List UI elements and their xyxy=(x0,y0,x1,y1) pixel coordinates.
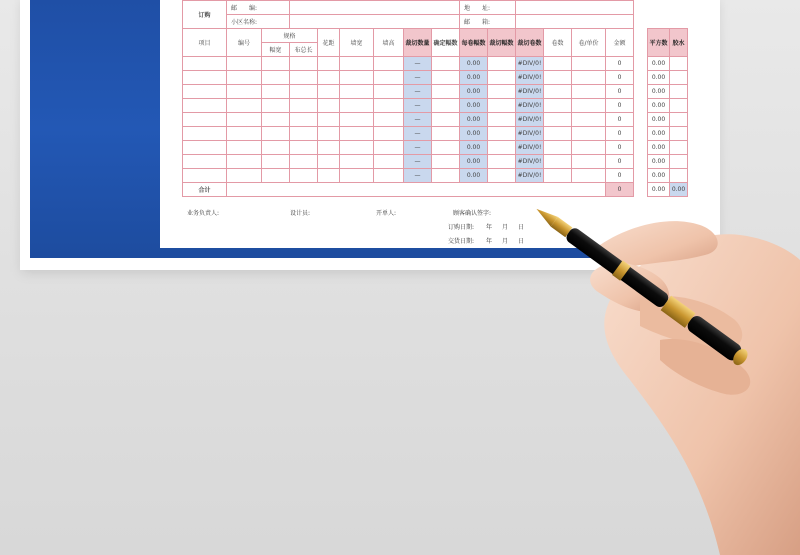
each-roll-cell[interactable]: 0.00 xyxy=(460,141,488,155)
address-label: 地 址: xyxy=(460,1,516,15)
col-header-wall-height: 墙高 xyxy=(374,29,404,57)
square-meters-cell[interactable]: 0.00 xyxy=(648,169,670,183)
roll-count-cell[interactable]: #DIV/0! xyxy=(516,71,544,85)
square-meters-cell[interactable]: 0.00 xyxy=(648,141,670,155)
total-square-meters: 0.00 xyxy=(648,183,670,197)
col-header-wall-width: 墙宽 xyxy=(340,29,374,57)
roll-count-cell[interactable]: #DIV/0! xyxy=(516,155,544,169)
col-header-square-meters: 平方数 xyxy=(648,29,670,57)
count-pieces-cell[interactable]: — xyxy=(404,155,432,169)
each-roll-cell[interactable]: 0.00 xyxy=(460,155,488,169)
roll-count-cell[interactable]: #DIV/0! xyxy=(516,127,544,141)
each-roll-cell[interactable]: 0.00 xyxy=(460,127,488,141)
order-date-day: 日 xyxy=(518,224,525,231)
community-label: 小区名称: xyxy=(227,15,290,29)
col-header-count-pieces: 裁切数量 xyxy=(404,29,432,57)
square-meters-cell[interactable]: 0.00 xyxy=(648,127,670,141)
email-label: 邮 箱: xyxy=(460,15,516,29)
count-pieces-cell[interactable]: — xyxy=(404,141,432,155)
order-date-label: 订购日期: xyxy=(448,224,475,231)
delivery-date-label: 交货日期: xyxy=(448,238,475,245)
square-meters-cell[interactable]: 0.00 xyxy=(648,155,670,169)
count-pieces-cell[interactable]: — xyxy=(404,57,432,71)
count-pieces-cell[interactable]: — xyxy=(404,113,432,127)
col-header-piece-count: 裁切幅数 xyxy=(488,29,516,57)
amount-cell[interactable]: 0 xyxy=(606,155,634,169)
col-header-roll-count: 裁切卷数 xyxy=(516,29,544,57)
amount-cell[interactable]: 0 xyxy=(606,127,634,141)
amount-cell[interactable]: 0 xyxy=(606,99,634,113)
square-meters-cell[interactable]: 0.00 xyxy=(648,99,670,113)
square-meters-cell[interactable]: 0.00 xyxy=(648,85,670,99)
delivery-date-year: 年 xyxy=(486,238,493,245)
each-roll-cell[interactable]: 0.00 xyxy=(460,85,488,99)
count-pieces-cell[interactable]: — xyxy=(404,169,432,183)
postcode-label: 邮 编: xyxy=(227,1,290,15)
delivery-date-month: 月 xyxy=(502,238,509,245)
amount-cell[interactable]: 0 xyxy=(606,169,634,183)
order-label: 订购 xyxy=(183,1,227,29)
roll-count-cell[interactable]: #DIV/0! xyxy=(516,57,544,71)
col-header-amount: 金额 xyxy=(606,29,634,57)
roll-count-cell[interactable]: #DIV/0! xyxy=(516,85,544,99)
col-header-number: 编号 xyxy=(227,29,262,57)
square-meters-cell[interactable]: 0.00 xyxy=(648,71,670,85)
each-roll-cell[interactable]: 0.00 xyxy=(460,169,488,183)
amount-cell[interactable]: 0 xyxy=(606,113,634,127)
total-glue: 0.00 xyxy=(670,183,688,197)
col-header-flower: 花距 xyxy=(318,29,340,57)
total-label: 合计 xyxy=(183,183,227,197)
roll-count-cell[interactable]: #DIV/0! xyxy=(516,141,544,155)
count-pieces-cell[interactable]: — xyxy=(404,127,432,141)
col-header-glue: 胶水 xyxy=(670,29,688,57)
count-pieces-cell[interactable]: — xyxy=(404,71,432,85)
col-header-spec-width: 幅宽 xyxy=(262,43,290,57)
order-taker-label: 开单人: xyxy=(376,210,397,217)
col-header-spec: 规格 xyxy=(262,29,318,43)
each-roll-cell[interactable]: 0.00 xyxy=(460,113,488,127)
order-date-month: 月 xyxy=(502,224,509,231)
each-roll-cell[interactable]: 0.00 xyxy=(460,71,488,85)
col-header-fixed-pieces: 确定幅数 xyxy=(432,29,460,57)
order-date-year: 年 xyxy=(486,224,493,231)
customer-sign-label: 顾客确认签字: xyxy=(453,210,492,217)
amount-cell[interactable]: 0 xyxy=(606,71,634,85)
sales-label: 业务负责人: xyxy=(187,210,220,217)
amount-cell[interactable]: 0 xyxy=(606,85,634,99)
col-header-spec-height: 布总长 xyxy=(290,43,318,57)
amount-cell[interactable]: 0 xyxy=(606,141,634,155)
total-amount: 0 xyxy=(606,183,634,197)
roll-count-cell[interactable]: #DIV/0! xyxy=(516,169,544,183)
designer-label: 设计员: xyxy=(290,210,311,217)
each-roll-cell[interactable]: 0.00 xyxy=(460,57,488,71)
count-pieces-cell[interactable]: — xyxy=(404,99,432,113)
roll-count-cell[interactable]: #DIV/0! xyxy=(516,113,544,127)
col-header-rolls: 卷数 xyxy=(544,29,572,57)
each-roll-cell[interactable]: 0.00 xyxy=(460,99,488,113)
amount-cell[interactable]: 0 xyxy=(606,57,634,71)
col-header-roll-price: 卷/单价 xyxy=(572,29,606,57)
roll-count-cell[interactable]: #DIV/0! xyxy=(516,99,544,113)
col-header-item: 项目 xyxy=(183,29,227,57)
col-header-each-roll: 每卷幅数 xyxy=(460,29,488,57)
square-meters-cell[interactable]: 0.00 xyxy=(648,57,670,71)
square-meters-cell[interactable]: 0.00 xyxy=(648,113,670,127)
delivery-date-day: 日 xyxy=(518,238,525,245)
count-pieces-cell[interactable]: — xyxy=(404,85,432,99)
